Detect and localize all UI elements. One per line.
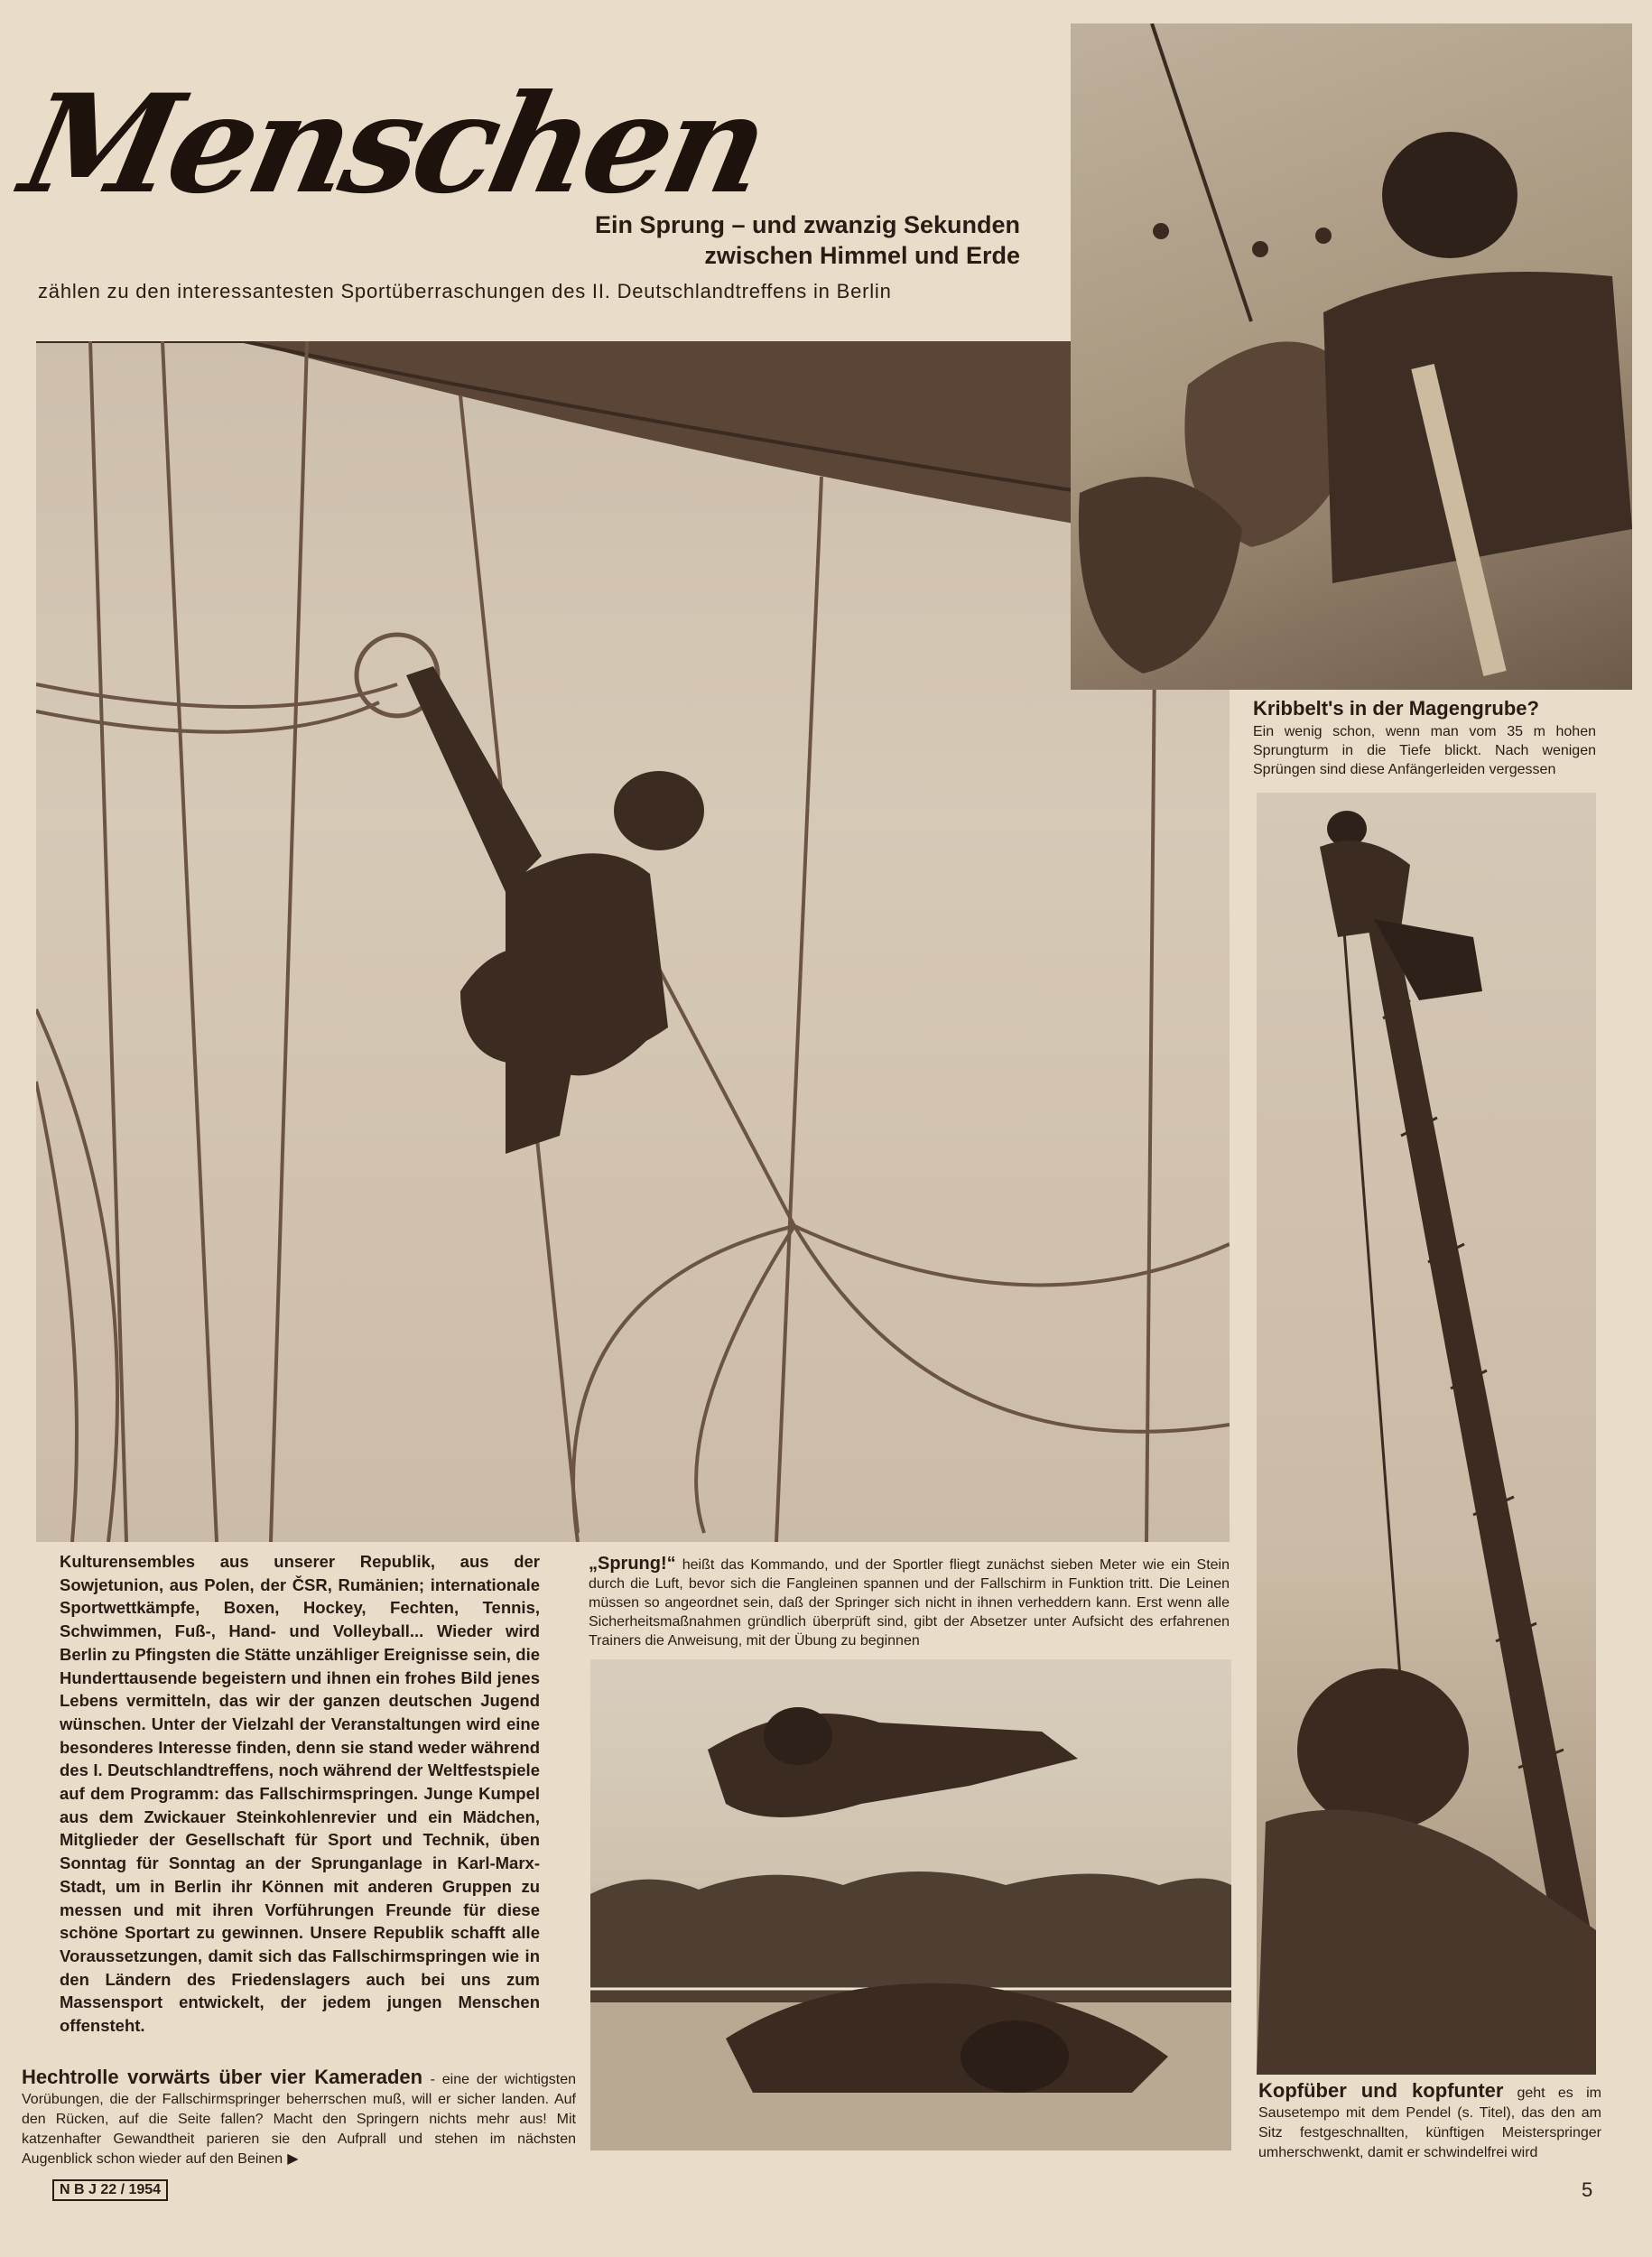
- caption-tower-body: Ein wenig schon, wenn man vom 35 m hohen Sprungturm in die Tiefe blickt. Nach wenigen Sprüngen sind diese Anfängerleiden vergessen: [1253, 724, 1596, 777]
- caption-kopfueber-title: Kopfüber und kopfunter: [1258, 2079, 1504, 2102]
- issue-code: N B J 22 / 1954: [52, 2179, 168, 2201]
- masthead-title: Menschen: [10, 65, 777, 224]
- headline: Ein Sprung – und zwanzig Sekunden zwischen Himmel und Erde: [594, 211, 1020, 269]
- caption-sprung: [589, 1555, 1230, 1650]
- masthead-logo: [10, 63, 777, 244]
- caption-hechtrolle-body: - eine der wichtigsten Vorübungen, die der Fallschirmspringer beherrschen muß, will er sicher landen. Auf den Rücken, auf die Seite fallen? Macht den Springern nichts mehr aus! Mit katzenhafter Gewandtheit parieren sie den Aufprall und stehen im nächsten Augenblick schon wieder auf den Beinen: [22, 2072, 577, 2167]
- caption-hechtrolle-title: Hechtrolle vorwärts über vier Kameraden: [22, 2066, 423, 2088]
- photo-dive-roll: [590, 1659, 1231, 2150]
- caption-kopfueber-body: geht es im Sausetempo mit dem Pendel (s. Titel), das den am Sitz festgeschnallten, künftigen Meisterspringer umherschwenkt, damit er schwindelfrei wird: [1258, 2085, 1602, 2160]
- photo-tower-view: [1071, 23, 1632, 690]
- caption-hechtrolle-arrow: ▶: [287, 2151, 299, 2167]
- caption-tower-title: Kribbelt's in der Magengrube?: [1253, 697, 1539, 720]
- caption-hechtrolle: [22, 2067, 576, 2169]
- page-number: 5: [1582, 2178, 1593, 2201]
- caption-kopfueber: [1258, 2081, 1601, 2162]
- photo-pendulum-tower: [1257, 793, 1596, 2075]
- photo-parachutist-main: [36, 341, 1230, 1542]
- subhead: zählen zu den interessantesten Sportüberraschungen des II. Deutschlandtreffens in Berlin: [38, 280, 892, 302]
- body-text: Kulturensembles aus unserer Republik, aus der Sowjetunion, aus Polen, der ČSR, Rumänien; internationale Sportwettkämpfe, Boxen, Hockey, Fechten, Tennis, Schwimmen, Fuß-, Hand- und Volleyball... Wieder wird Berlin zu Pfingsten die Stätte unzähliger Ereignisse sein, die Hunderttausende begeistern und ihnen ein frohes Bild jenes Lebens vermitteln, das wir der ganzen deutschen Jugend wünschen. Unter der Vielzahl der Veranstaltungen wird eine besonderes Interesse finden, denn sie stand weder während des I. Deutschlandtreffens, noch während der Weltfestspiele auf dem Programm: das Fallschirmspringen. Junge Kumpel aus dem Zwickauer Steinkohlenrevier und ein Mädchen, Mitglieder der Gesellschaft für Sport und Technik, üben Sonntag für Sonntag an der Sprunganlage in Karl-Marx-Stadt, um in Berlin ihr Können mit anderen Gruppen zu messen und mit ihren Vorführungen Freunde für diese schöne Sportart zu gewinnen. Unsere Republik schafft alle Voraussetzungen, damit sich das Fallschirmspringen wie in den Ländern des Friedenslagers auch bei uns zum Massensport entwickelt, der jedem jungen Menschen offensteht.: [60, 1552, 540, 2036]
- caption-sprung-body: heißt das Kommando, und der Sportler fliegt zunächst sieben Meter wie ein Stein durch die Luft, bevor sich die Fangleinen spannen und der Fallschirm in Funktion tritt. Die Leinen müssen so angeordnet sein, daß der Springer sich nicht in ihnen verheddern kann. Erst wenn alle Sicherheitsmaßnahmen gründlich überprüft sind, gibt der Absetzer unter Aufsicht des erfahrenen Trainers die Anweisung, mit der Übung zu beginnen: [589, 1557, 1230, 1649]
- caption-sprung-lead: „Sprung!“: [589, 1554, 676, 1574]
- caption-tower: [1253, 697, 1596, 779]
